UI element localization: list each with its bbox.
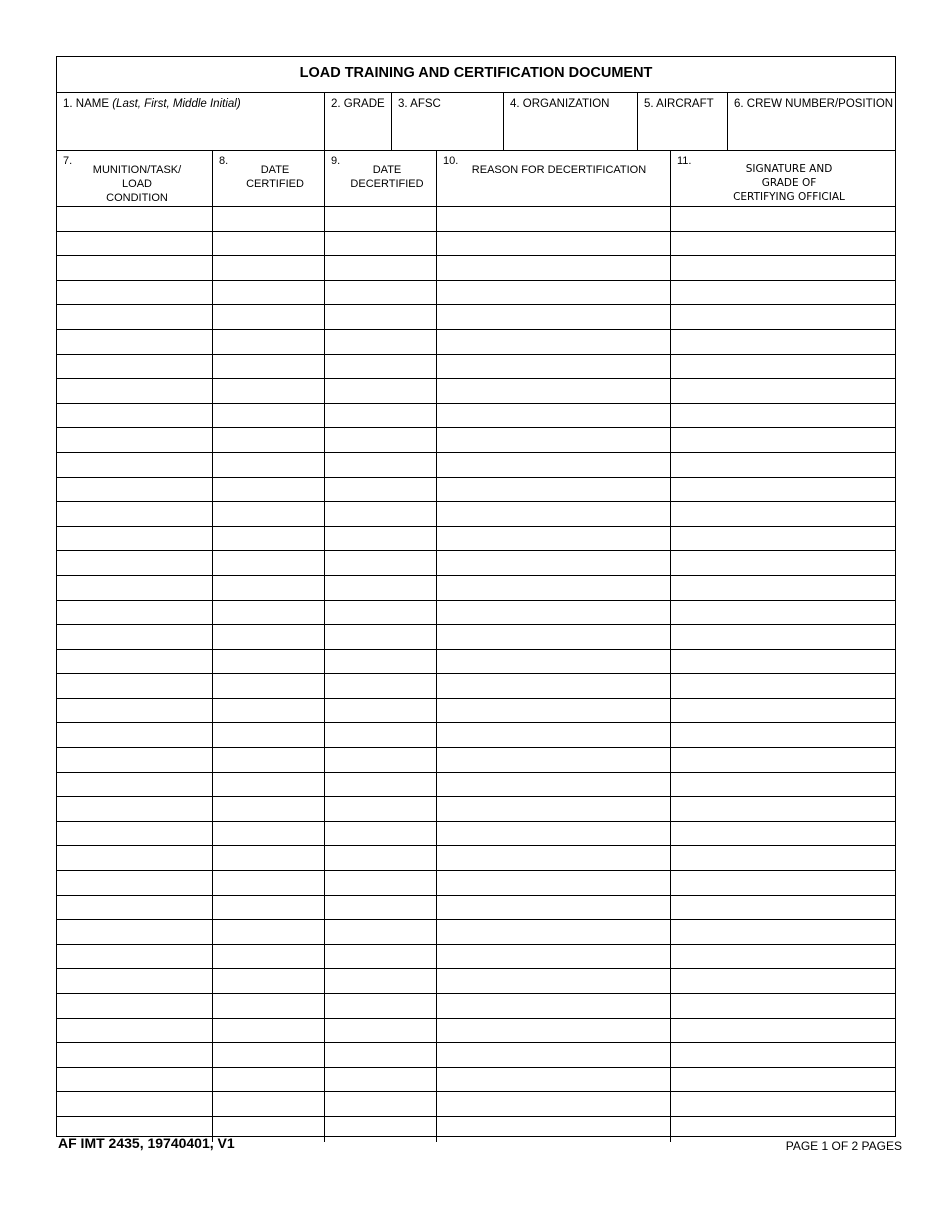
column-munition-task: [57, 151, 213, 206]
date-decertified-cell[interactable]: [325, 404, 437, 428]
reason-cell[interactable]: [437, 871, 671, 895]
signature-cell[interactable]: [671, 478, 895, 502]
reason-cell[interactable]: [437, 896, 671, 920]
column-label: MUNITION/TASK/ LOAD CONDITION: [92, 164, 182, 204]
reason-cell[interactable]: [437, 969, 671, 993]
reason-cell[interactable]: [437, 846, 671, 870]
reason-cell[interactable]: [437, 625, 671, 649]
date-certified-cell[interactable]: [213, 453, 325, 477]
table-row: [57, 576, 895, 601]
name-field[interactable]: [57, 93, 325, 150]
reason-cell[interactable]: [437, 723, 671, 747]
signature-cell[interactable]: [671, 650, 895, 674]
date-decertified-cell[interactable]: [325, 330, 437, 354]
munition-task-cell[interactable]: [57, 281, 213, 305]
reason-cell[interactable]: [437, 379, 671, 403]
date-decertified-cell[interactable]: [325, 699, 437, 723]
signature-cell[interactable]: [671, 871, 895, 895]
column-reason-decertification: [437, 151, 671, 206]
date-decertified-cell[interactable]: [325, 1019, 437, 1043]
reason-cell[interactable]: [437, 207, 671, 231]
reason-cell[interactable]: [437, 1019, 671, 1043]
signature-cell[interactable]: [671, 994, 895, 1018]
table-row: [57, 994, 895, 1019]
reason-cell[interactable]: [437, 920, 671, 944]
reason-cell[interactable]: [437, 650, 671, 674]
date-certified-cell[interactable]: [213, 822, 325, 846]
signature-cell[interactable]: [671, 355, 895, 379]
date-certified-cell[interactable]: [213, 773, 325, 797]
afsc-label: 3. AFSC: [398, 98, 441, 110]
date-decertified-cell[interactable]: [325, 305, 437, 329]
munition-task-cell[interactable]: [57, 256, 213, 280]
table-row: [57, 502, 895, 527]
munition-task-cell[interactable]: [57, 1092, 213, 1116]
grade-field[interactable]: [325, 93, 392, 150]
signature-cell[interactable]: [671, 502, 895, 526]
reason-cell[interactable]: [437, 1043, 671, 1067]
munition-task-cell[interactable]: [57, 502, 213, 526]
signature-cell[interactable]: [671, 551, 895, 575]
date-certified-cell[interactable]: [213, 896, 325, 920]
column-label: REASON FOR DECERTIFICATION: [471, 164, 647, 176]
signature-cell[interactable]: [671, 305, 895, 329]
munition-task-cell[interactable]: [57, 625, 213, 649]
date-decertified-cell[interactable]: [325, 797, 437, 821]
column-date-decertified: [325, 151, 437, 206]
form-title: LOAD TRAINING AND CERTIFICATION DOCUMENT: [57, 57, 895, 93]
munition-task-cell[interactable]: [57, 379, 213, 403]
date-certified-cell[interactable]: [213, 797, 325, 821]
date-decertified-cell[interactable]: [325, 846, 437, 870]
reason-cell[interactable]: [437, 232, 671, 256]
table-row: [57, 305, 895, 330]
afsc-field[interactable]: [392, 93, 504, 150]
table-row: [57, 207, 895, 232]
table-row: [57, 822, 895, 847]
page-indicator: PAGE 1 OF 2 PAGES: [785, 1139, 902, 1153]
signature-cell[interactable]: [671, 281, 895, 305]
date-decertified-cell[interactable]: [325, 551, 437, 575]
column-number: 10.: [443, 155, 459, 167]
signature-cell[interactable]: [671, 576, 895, 600]
date-decertified-cell[interactable]: [325, 453, 437, 477]
date-certified-cell[interactable]: [213, 330, 325, 354]
signature-cell[interactable]: [671, 256, 895, 280]
munition-task-cell[interactable]: [57, 674, 213, 698]
signature-cell[interactable]: [671, 797, 895, 821]
date-certified-cell[interactable]: [213, 379, 325, 403]
reason-cell[interactable]: [437, 945, 671, 969]
date-certified-cell[interactable]: [213, 478, 325, 502]
entry-grid: [57, 207, 895, 1136]
date-certified-cell[interactable]: [213, 871, 325, 895]
munition-task-cell[interactable]: [57, 773, 213, 797]
column-label: DATE DECERTIFIED: [350, 164, 424, 190]
signature-cell[interactable]: [671, 1092, 895, 1116]
munition-task-cell[interactable]: [57, 1019, 213, 1043]
signature-cell[interactable]: [671, 1043, 895, 1067]
date-certified-cell[interactable]: [213, 207, 325, 231]
table-row: [57, 256, 895, 281]
date-decertified-cell[interactable]: [325, 1092, 437, 1116]
table-row: [57, 1068, 895, 1093]
reason-cell[interactable]: [437, 502, 671, 526]
organization-field[interactable]: [504, 93, 638, 150]
grade-label: 2. GRADE: [331, 98, 385, 110]
signature-cell[interactable]: [671, 773, 895, 797]
date-decertified-cell[interactable]: [325, 478, 437, 502]
table-row: [57, 1043, 895, 1068]
date-certified-cell[interactable]: [213, 674, 325, 698]
table-row: [57, 551, 895, 576]
reason-cell[interactable]: [437, 576, 671, 600]
table-row: [57, 699, 895, 724]
date-certified-cell[interactable]: [213, 551, 325, 575]
date-certified-cell[interactable]: [213, 355, 325, 379]
munition-task-cell[interactable]: [57, 969, 213, 993]
table-row: [57, 723, 895, 748]
munition-task-cell[interactable]: [57, 330, 213, 354]
date-decertified-cell[interactable]: [325, 625, 437, 649]
munition-task-cell[interactable]: [57, 920, 213, 944]
reason-cell[interactable]: [437, 330, 671, 354]
munition-task-cell[interactable]: [57, 748, 213, 772]
date-certified-cell[interactable]: [213, 969, 325, 993]
date-certified-cell[interactable]: [213, 404, 325, 428]
date-decertified-cell[interactable]: [325, 355, 437, 379]
table-row: [57, 650, 895, 675]
date-certified-cell[interactable]: [213, 601, 325, 625]
date-decertified-cell[interactable]: [325, 822, 437, 846]
signature-cell[interactable]: [671, 896, 895, 920]
date-decertified-cell[interactable]: [325, 674, 437, 698]
reason-cell[interactable]: [437, 748, 671, 772]
date-certified-cell[interactable]: [213, 994, 325, 1018]
date-decertified-cell[interactable]: [325, 576, 437, 600]
date-certified-cell[interactable]: [213, 650, 325, 674]
table-row: [57, 527, 895, 552]
date-decertified-cell[interactable]: [325, 232, 437, 256]
date-certified-cell[interactable]: [213, 232, 325, 256]
signature-cell[interactable]: [671, 1019, 895, 1043]
table-row: [57, 969, 895, 994]
column-number: 9.: [331, 155, 341, 167]
date-certified-cell[interactable]: [213, 1068, 325, 1092]
signature-cell[interactable]: [671, 1117, 895, 1142]
reason-cell[interactable]: [437, 551, 671, 575]
date-decertified-cell[interactable]: [325, 1117, 437, 1142]
date-decertified-cell[interactable]: [325, 1068, 437, 1092]
date-decertified-cell[interactable]: [325, 527, 437, 551]
column-label: DATE CERTIFIED: [246, 164, 304, 190]
date-certified-cell[interactable]: [213, 699, 325, 723]
date-certified-cell[interactable]: [213, 281, 325, 305]
table-row: [57, 281, 895, 306]
date-decertified-cell[interactable]: [325, 428, 437, 452]
reason-cell[interactable]: [437, 453, 671, 477]
column-number: 11.: [677, 155, 692, 167]
date-decertified-cell[interactable]: [325, 748, 437, 772]
reason-cell[interactable]: [437, 994, 671, 1018]
date-decertified-cell[interactable]: [325, 601, 437, 625]
table-row: [57, 625, 895, 650]
signature-cell[interactable]: [671, 232, 895, 256]
table-row: [57, 896, 895, 921]
munition-task-cell[interactable]: [57, 896, 213, 920]
signature-cell[interactable]: [671, 723, 895, 747]
column-number: 8.: [219, 155, 229, 167]
date-certified-cell[interactable]: [213, 305, 325, 329]
date-decertified-cell[interactable]: [325, 207, 437, 231]
table-row: [57, 1019, 895, 1044]
munition-task-cell[interactable]: [57, 232, 213, 256]
table-row: [57, 920, 895, 945]
munition-task-cell[interactable]: [57, 945, 213, 969]
name-hint: (Last, First, Middle Initial): [112, 98, 241, 110]
munition-task-cell[interactable]: [57, 601, 213, 625]
date-decertified-cell[interactable]: [325, 650, 437, 674]
table-row: [57, 478, 895, 503]
date-certified-cell[interactable]: [213, 723, 325, 747]
munition-task-cell[interactable]: [57, 404, 213, 428]
column-number: 7.: [63, 155, 73, 167]
munition-task-cell[interactable]: [57, 699, 213, 723]
date-decertified-cell[interactable]: [325, 945, 437, 969]
table-row: [57, 404, 895, 429]
table-row: [57, 232, 895, 257]
table-row: [57, 601, 895, 626]
crew-field[interactable]: [728, 93, 895, 150]
column-header-row: [57, 151, 895, 207]
signature-cell[interactable]: [671, 601, 895, 625]
aircraft-field[interactable]: [638, 93, 728, 150]
date-decertified-cell[interactable]: [325, 256, 437, 280]
munition-task-cell[interactable]: [57, 871, 213, 895]
column-label: SIGNATURE AND GRADE OF CERTIFYING OFFICIAL: [733, 163, 845, 203]
table-row: [57, 748, 895, 773]
reason-cell[interactable]: [437, 478, 671, 502]
signature-cell[interactable]: [671, 1068, 895, 1092]
reason-cell[interactable]: [437, 305, 671, 329]
reason-cell[interactable]: [437, 527, 671, 551]
date-certified-cell[interactable]: [213, 527, 325, 551]
reason-cell[interactable]: [437, 1092, 671, 1116]
date-certified-cell[interactable]: [213, 945, 325, 969]
date-decertified-cell[interactable]: [325, 969, 437, 993]
munition-task-cell[interactable]: [57, 355, 213, 379]
reason-cell[interactable]: [437, 404, 671, 428]
date-certified-cell[interactable]: [213, 502, 325, 526]
reason-cell[interactable]: [437, 355, 671, 379]
munition-task-cell[interactable]: [57, 551, 213, 575]
table-row: [57, 773, 895, 798]
signature-cell[interactable]: [671, 945, 895, 969]
date-certified-cell[interactable]: [213, 625, 325, 649]
table-row: [57, 379, 895, 404]
reason-cell[interactable]: [437, 822, 671, 846]
date-certified-cell[interactable]: [213, 846, 325, 870]
munition-task-cell[interactable]: [57, 428, 213, 452]
reason-cell[interactable]: [437, 601, 671, 625]
column-date-certified: [213, 151, 325, 206]
signature-cell[interactable]: [671, 625, 895, 649]
date-certified-cell[interactable]: [213, 1043, 325, 1067]
signature-cell[interactable]: [671, 920, 895, 944]
table-row: [57, 428, 895, 453]
munition-task-cell[interactable]: [57, 207, 213, 231]
munition-task-cell[interactable]: [57, 478, 213, 502]
munition-task-cell[interactable]: [57, 994, 213, 1018]
table-row: [57, 355, 895, 380]
personal-info-row: [57, 93, 895, 151]
signature-cell[interactable]: [671, 969, 895, 993]
table-row: [57, 945, 895, 970]
date-decertified-cell[interactable]: [325, 773, 437, 797]
date-certified-cell[interactable]: [213, 576, 325, 600]
date-certified-cell[interactable]: [213, 920, 325, 944]
crew-label: 6. CREW NUMBER/POSITION: [734, 98, 894, 110]
date-certified-cell[interactable]: [213, 256, 325, 280]
date-certified-cell[interactable]: [213, 1019, 325, 1043]
table-row: [57, 871, 895, 896]
table-row: [57, 674, 895, 699]
table-row: [57, 797, 895, 822]
reason-cell[interactable]: [437, 428, 671, 452]
reason-cell[interactable]: [437, 797, 671, 821]
reason-cell[interactable]: [437, 1117, 671, 1142]
munition-task-cell[interactable]: [57, 846, 213, 870]
reason-cell[interactable]: [437, 1068, 671, 1092]
column-signature: [671, 151, 895, 206]
date-decertified-cell[interactable]: [325, 281, 437, 305]
signature-cell[interactable]: [671, 748, 895, 772]
date-certified-cell[interactable]: [213, 428, 325, 452]
name-label: 1. NAME: [63, 98, 110, 110]
munition-task-cell[interactable]: [57, 822, 213, 846]
munition-task-cell[interactable]: [57, 797, 213, 821]
signature-cell[interactable]: [671, 428, 895, 452]
table-row: [57, 846, 895, 871]
munition-task-cell[interactable]: [57, 1068, 213, 1092]
signature-cell[interactable]: [671, 846, 895, 870]
table-row: [57, 1092, 895, 1117]
date-decertified-cell[interactable]: [325, 994, 437, 1018]
reason-cell[interactable]: [437, 773, 671, 797]
reason-cell[interactable]: [437, 281, 671, 305]
signature-cell[interactable]: [671, 379, 895, 403]
table-row: [57, 330, 895, 355]
date-decertified-cell[interactable]: [325, 502, 437, 526]
munition-task-cell[interactable]: [57, 453, 213, 477]
reason-cell[interactable]: [437, 674, 671, 698]
date-decertified-cell[interactable]: [325, 920, 437, 944]
reason-cell[interactable]: [437, 256, 671, 280]
signature-cell[interactable]: [671, 330, 895, 354]
certification-form: [56, 56, 896, 1137]
signature-cell[interactable]: [671, 453, 895, 477]
munition-task-cell[interactable]: [57, 723, 213, 747]
munition-task-cell[interactable]: [57, 576, 213, 600]
aircraft-label: 5. AIRCRAFT: [644, 98, 714, 110]
signature-cell[interactable]: [671, 699, 895, 723]
signature-cell[interactable]: [671, 822, 895, 846]
date-certified-cell[interactable]: [213, 748, 325, 772]
signature-cell[interactable]: [671, 527, 895, 551]
munition-task-cell[interactable]: [57, 527, 213, 551]
signature-cell[interactable]: [671, 674, 895, 698]
date-decertified-cell[interactable]: [325, 896, 437, 920]
date-decertified-cell[interactable]: [325, 723, 437, 747]
munition-task-cell[interactable]: [57, 1043, 213, 1067]
table-row: [57, 453, 895, 478]
date-decertified-cell[interactable]: [325, 379, 437, 403]
form-identifier: AF IMT 2435, 19740401, V1: [58, 1135, 235, 1151]
munition-task-cell[interactable]: [57, 305, 213, 329]
signature-cell[interactable]: [671, 207, 895, 231]
munition-task-cell[interactable]: [57, 650, 213, 674]
date-certified-cell[interactable]: [213, 1092, 325, 1116]
signature-cell[interactable]: [671, 404, 895, 428]
organization-label: 4. ORGANIZATION: [510, 98, 610, 110]
reason-cell[interactable]: [437, 699, 671, 723]
date-decertified-cell[interactable]: [325, 1043, 437, 1067]
date-decertified-cell[interactable]: [325, 871, 437, 895]
